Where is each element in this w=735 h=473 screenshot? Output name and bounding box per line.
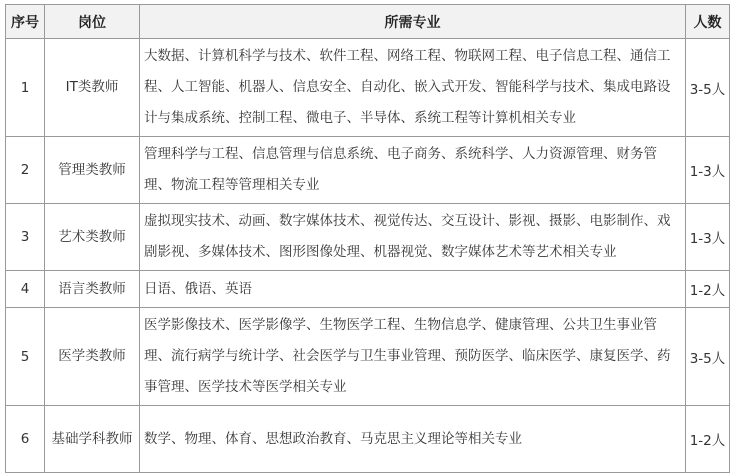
row-no: 3 bbox=[6, 204, 45, 271]
row-position: 艺术类教师 bbox=[45, 204, 140, 271]
recruitment-table bbox=[5, 4, 730, 473]
table-row bbox=[6, 406, 730, 473]
header-no: 序号 bbox=[6, 5, 45, 39]
row-count: 1-3人 bbox=[686, 137, 730, 204]
header-majors: 所需专业 bbox=[140, 5, 686, 39]
row-position: IT类教师 bbox=[45, 39, 140, 137]
row-majors: 虚拟现实技术、动画、数字媒体技术、视觉传达、交互设计、影视、摄影、电影制作、戏剧影视、多媒体技术、图形图像处理、机器视觉、数字媒体艺术等艺术相关专业 bbox=[140, 204, 686, 271]
table-row bbox=[6, 137, 730, 204]
row-no: 2 bbox=[6, 137, 45, 204]
row-count: 1-2人 bbox=[686, 271, 730, 308]
table-row bbox=[6, 308, 730, 406]
row-position: 基础学科教师 bbox=[45, 406, 140, 473]
row-no: 6 bbox=[6, 406, 45, 473]
row-majors: 日语、俄语、英语 bbox=[140, 271, 686, 308]
row-no: 5 bbox=[6, 308, 45, 406]
row-position: 医学类教师 bbox=[45, 308, 140, 406]
table-row bbox=[6, 204, 730, 271]
header-position: 岗位 bbox=[45, 5, 140, 39]
row-no: 4 bbox=[6, 271, 45, 308]
row-majors: 医学影像技术、医学影像学、生物医学工程、生物信息学、健康管理、公共卫生事业管理、流行病学与统计学、社会医学与卫生事业管理、预防医学、临床医学、康复医学、药事管理、医学技术等医学相关专业 bbox=[140, 308, 686, 406]
table-row bbox=[6, 271, 730, 308]
row-count: 1-2人 bbox=[686, 406, 730, 473]
row-count: 1-3人 bbox=[686, 204, 730, 271]
row-position: 语言类教师 bbox=[45, 271, 140, 308]
row-count: 3-5人 bbox=[686, 308, 730, 406]
row-count: 3-5人 bbox=[686, 39, 730, 137]
row-no: 1 bbox=[6, 39, 45, 137]
row-majors: 管理科学与工程、信息管理与信息系统、电子商务、系统科学、人力资源管理、财务管理、物流工程等管理相关专业 bbox=[140, 137, 686, 204]
table-row bbox=[6, 39, 730, 137]
table-header-row bbox=[6, 5, 730, 39]
row-position: 管理类教师 bbox=[45, 137, 140, 204]
row-majors: 大数据、计算机科学与技术、软件工程、网络工程、物联网工程、电子信息工程、通信工程、人工智能、机器人、信息安全、自动化、嵌入式开发、智能科学与技术、集成电路设计与集成系统、控制工程、微电子、半导体、系统工程等计算机相关专业 bbox=[140, 39, 686, 137]
header-count: 人数 bbox=[686, 5, 730, 39]
row-majors: 数学、物理、体育、思想政治教育、马克思主义理论等相关专业 bbox=[140, 406, 686, 473]
